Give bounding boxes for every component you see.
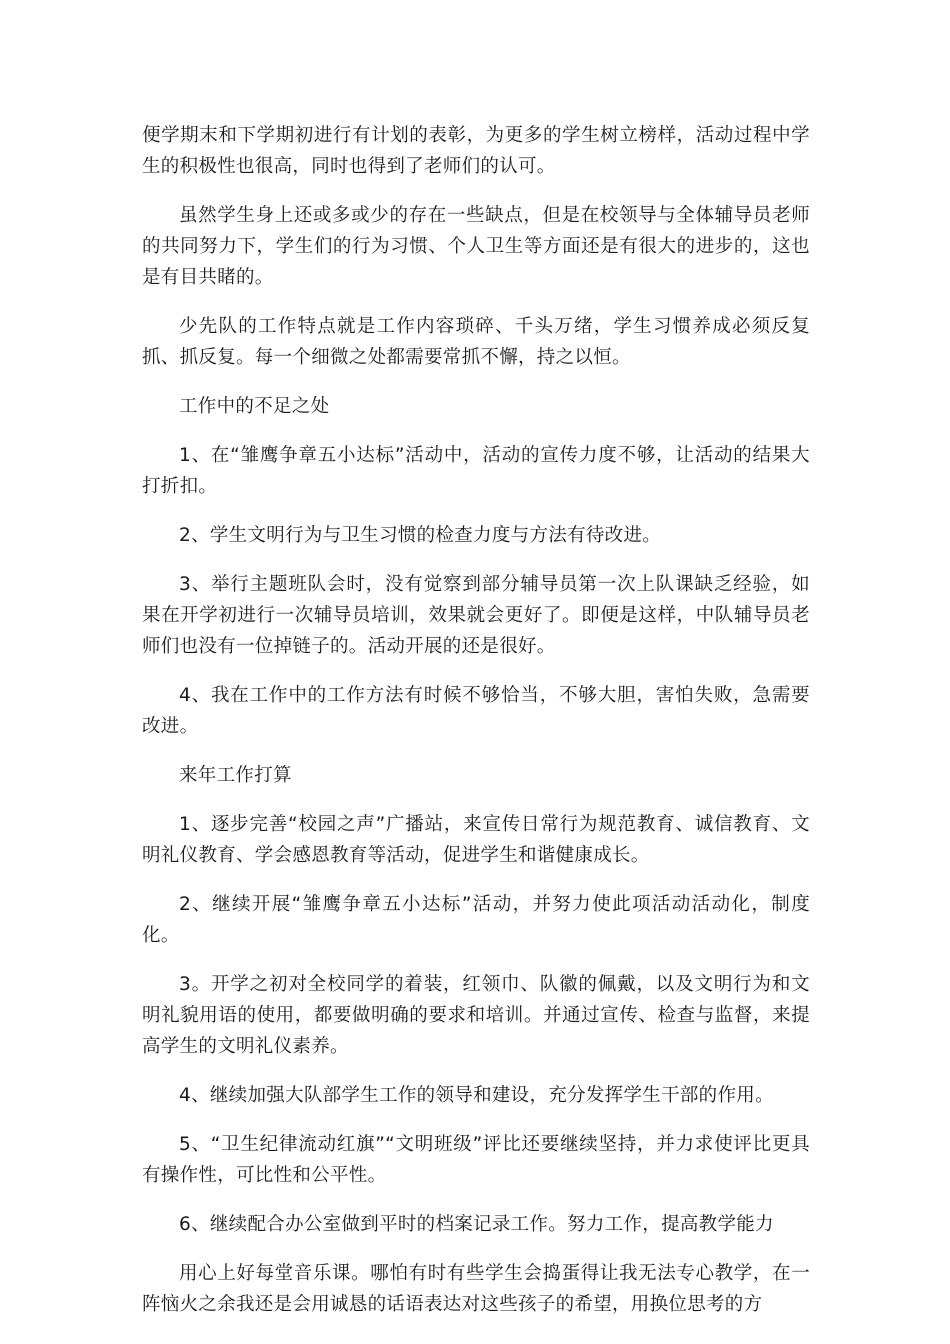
list-item: 5、“卫生纪律流动红旗”“文明班级”评比还要继续坚持，并力求使评比更具有操作性，可比性和公平性。 — [142, 1134, 810, 1186]
list-item: 3。开学之初对全校同学的着装，红领巾、队徽的佩戴，以及文明行为和文明礼貌用语的使用，都要做明确的要求和培训。并通过宣传、检查与监督，来提高学生的文明礼仪素养。 — [142, 974, 810, 1057]
list-item: 3、举行主题班队会时，没有觉察到部分辅导员第一次上队课缺乏经验，如果在开学初进行一次辅导员培训，效果就会更好了。即便是这样，中队辅导员老师们也没有一位掉链子的。活动开展的还是很好。 — [142, 574, 810, 657]
list-item: 1、在“雏鹰争章五小达标”活动中，活动的宣传力度不够，让活动的结果大打折扣。 — [142, 445, 810, 497]
paragraph: 用心上好每堂音乐课。哪怕有时有些学生会捣蛋得让我无法专心教学，在一阵恼火之余我还是会用诚恳的话语表达对这些孩子的希望，用换位思考的方 — [142, 1263, 810, 1315]
paragraph: 虽然学生身上还或多或少的存在一些缺点，但是在校领导与全体辅导员老师的共同努力下，学生们的行为习惯、个人卫生等方面还是有很大的进步的，这也是有目共睹的。 — [142, 205, 810, 288]
section-heading: 来年工作打算 — [179, 765, 292, 786]
paragraph: 便学期末和下学期初进行有计划的表彰，为更多的学生树立榜样，活动过程中学生的积极性也很高，同时也得到了老师们的认可。 — [142, 125, 810, 177]
list-item: 2、学生文明行为与卫生习惯的检查力度与方法有待改进。 — [179, 525, 662, 546]
list-item: 2、继续开展“雏鹰争章五小达标”活动，并努力使此项活动活动化，制度化。 — [142, 894, 810, 946]
list-item: 1、逐步完善“校园之声”广播站，来宣传日常行为规范教育、诚信教育、文明礼仪教育、学会感恩教育等活动，促进学生和谐健康成长。 — [142, 814, 810, 866]
document-page — [142, 120, 810, 1338]
paragraph: 少先队的工作特点就是工作内容琐碎、千头万绪，学生习惯养成必须反复抓、抓反复。每一个细微之处都需要常抓不懈，持之以恒。 — [142, 316, 810, 368]
list-item: 4、继续加强大队部学生工作的领导和建设，充分发挥学生干部的作用。 — [179, 1085, 774, 1106]
list-item: 6、继续配合办公室做到平时的档案记录工作。努力工作，提高教学能力 — [179, 1214, 774, 1235]
section-heading: 工作中的不足之处 — [179, 396, 330, 417]
list-item: 4、我在工作中的工作方法有时候不够恰当，不够大胆，害怕失败，急需要改进。 — [142, 685, 810, 737]
